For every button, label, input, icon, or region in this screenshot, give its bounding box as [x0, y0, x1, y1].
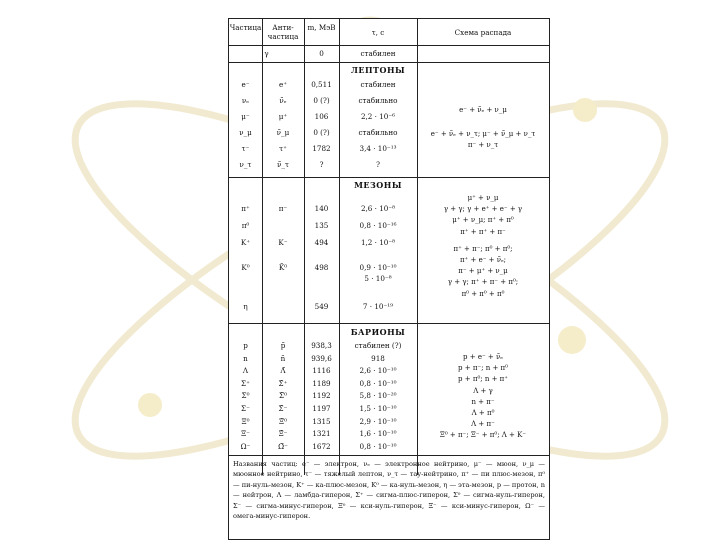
lifetime-value: 1,5 · 10⁻¹⁰ [359, 404, 397, 413]
baryon-decay-2: p + π⁻; n + π⁰ [458, 364, 508, 373]
mass-value: 0,511 [311, 80, 332, 89]
photon-lifetime: стабилен [360, 49, 396, 58]
mass-value: 1197 [312, 404, 331, 413]
antiparticle-symbol: Ξ̃⁻ [278, 429, 288, 439]
mass-value: 938,3 [311, 341, 332, 350]
lifetime-value: 3,4 · 10⁻¹³ [359, 144, 397, 153]
particle-names-footnote: Названия частиц: e⁻ — электрон, νₑ — электронное нейтрино, μ⁻ — мюон, ν_μ — мюонное нейтрино, τ⁻ — тяжелый лептон, ν_τ — тау-нейтрино, π⁺ — пи плюс-мезон, π⁰ — пи-нуль-мезон, K⁺ — ка-плюс-мезон, K⁰ — ка-нуль-мезон, η — эта-мезон, p — протон, n — нейтрон, Λ — ламбда-гиперон, Σ⁺ — сигма-плюс-гиперон, Σ⁰ — сигма-нуль-гиперон, Σ⁻ — сигма-минус-гиперон, Ξ⁰ — кси-нуль-гиперон, Ξ⁻ — кси-минус-гиперон, Ω⁻ — омега-минус-гиперон. [233, 460, 545, 521]
mass-value: 1189 [312, 378, 331, 388]
lifetime-value-2: 5 · 10⁻⁸ [364, 274, 392, 283]
antiparticle-symbol: Ω̃⁻ [278, 441, 288, 451]
antiparticle-symbol: K⁻ [278, 238, 288, 247]
lifetime-value: 0,8 · 10⁻¹⁰ [359, 378, 397, 388]
meson-decay-7: π⁻ + μ⁺ + ν_μ [458, 267, 508, 276]
meson-decay-1: μ⁺ + ν_μ [467, 194, 499, 202]
mass-value: 1315 [312, 416, 331, 426]
mass-value: 140 [314, 204, 329, 213]
antiparticle-symbol: ñ [280, 353, 286, 363]
lifetime-value: стабилен [360, 80, 396, 89]
mass-value: 0 (?) [313, 96, 330, 105]
antiparticle-symbol: ν̃_μ [276, 128, 290, 137]
antiparticle-symbol: μ⁺ [278, 112, 288, 121]
section-baryons: БАРИОНЫ [350, 327, 406, 337]
baryon-decay-7: Λ + π⁻ [471, 420, 495, 429]
particle-symbol: Ξ⁻ [241, 429, 250, 439]
antiparticle-symbol: ν̃_τ [277, 160, 289, 169]
particle-symbol: η [243, 302, 248, 311]
lifetime-value: 918 [371, 353, 385, 363]
antiparticle-symbol: K̃⁰ [278, 263, 288, 272]
mass-value: 1321 [312, 429, 331, 439]
antiparticle-symbol: Σ̃⁻ [278, 404, 288, 413]
particle-symbol: Ω⁻ [240, 441, 251, 451]
meson-decay-2: γ + γ; γ + e⁺ + e⁻ + γ [443, 205, 523, 214]
particle-symbol: π⁰ [241, 221, 250, 230]
particle-symbol: νₑ [241, 96, 250, 105]
particle-symbol: ν_μ [239, 128, 252, 137]
photon-divider [229, 62, 549, 63]
lifetime-value: 0,9 · 10⁻¹⁰ [359, 263, 397, 272]
lifetime-value: стабилен (?) [354, 341, 402, 350]
particle-symbol: n [243, 353, 248, 363]
lepton-divider [229, 177, 549, 178]
mass-value: 135 [314, 221, 329, 230]
lifetime-value: 2,2 · 10⁻⁶ [360, 112, 396, 121]
lifetime-value: 0,8 · 10⁻¹⁰ [359, 441, 397, 451]
header-mass: m, МэВ [307, 23, 336, 32]
photon-symbol: γ [264, 49, 269, 58]
particle-symbol: Ξ⁰ [241, 416, 250, 426]
lifetime-value: 7 · 10⁻¹⁹ [362, 302, 394, 311]
section-leptons: ЛЕПТОНЫ [340, 65, 416, 75]
meson-decay-4: π⁺ + π⁺ + π⁻ [460, 227, 506, 236]
lifetime-value: 2,9 · 10⁻¹⁰ [359, 416, 397, 426]
lifetime-value: 1,2 · 10⁻⁸ [360, 238, 396, 247]
meson-decay-3: μ⁺ + ν_μ; π⁺ + π⁰ [452, 216, 514, 225]
particle-symbol: K⁰ [241, 263, 250, 272]
lifetime-value: ? [376, 160, 380, 169]
meson-decay-5: π⁺ + π⁻; π⁰ + π⁰; [453, 244, 513, 253]
baryon-decay-4: Λ + γ [473, 386, 493, 395]
particle-symbol: p [243, 341, 248, 350]
lifetime-value: 1,6 · 10⁻¹⁰ [359, 429, 397, 439]
mass-value: 1672 [312, 441, 331, 451]
mass-value: 939,6 [311, 353, 332, 363]
mass-value: ? [319, 160, 324, 169]
baryon-decay-5: n + π⁻ [471, 397, 495, 406]
antiparticle-symbol: ν̃ₑ [279, 96, 287, 105]
particle-table-sheet [228, 18, 550, 540]
mass-value: 1192 [312, 391, 331, 401]
mass-value: 106 [314, 112, 329, 121]
antiparticle-symbol: π⁻ [278, 204, 288, 213]
header-decay: Схема распада [454, 28, 512, 37]
antiparticle-symbol: Σ̃⁺ [278, 378, 288, 388]
antiparticle-symbol: Ξ̃⁰ [279, 416, 287, 426]
antiparticle-symbol: Σ̃⁰ [279, 391, 287, 401]
lifetime-value: стабильно [358, 128, 398, 137]
particle-symbol: K⁺ [240, 238, 251, 247]
mass-value: 1116 [312, 366, 331, 376]
mass-value: 549 [314, 302, 329, 311]
particle-symbol: Σ⁰ [241, 391, 250, 401]
baryon-decay-6: Λ + π⁰ [471, 409, 495, 418]
header-lifetime: τ, с [371, 28, 385, 37]
meson-decay-6: π⁺ + e⁻ + ν̃ₑ; [459, 256, 507, 265]
lifetime-value: 2,6 · 10⁻⁸ [360, 204, 396, 213]
section-mesons: МЕЗОНЫ [354, 180, 402, 190]
particle-symbol: Λ [242, 366, 249, 376]
lifetime-value: 0,8 · 10⁻¹⁶ [359, 221, 397, 230]
lepton-decay-3: π⁻ + ν_τ [467, 141, 499, 149]
baryon-divider [229, 455, 549, 456]
mass-value: 1782 [312, 144, 331, 153]
particle-symbol: μ⁻ [241, 112, 250, 121]
baryon-decay-1: p + e⁻ + ν̃ₑ [463, 353, 503, 361]
lifetime-value: стабильно [358, 96, 398, 105]
mass-value: 0 (?) [313, 128, 330, 137]
meson-decay-9: π⁰ + π⁰ + π⁰ [461, 289, 505, 298]
particle-symbol: τ⁻ [241, 144, 250, 153]
lepton-decay-1: e⁻ + ν̃ₑ + ν_μ [459, 106, 507, 114]
particle-symbol: e⁻ [241, 80, 250, 89]
baryon-decay-8: Ξ⁰ + π⁻; Ξ⁻ + π⁰; Λ + K⁻ [439, 431, 527, 440]
antiparticle-symbol: e⁺ [278, 80, 288, 89]
header-antiparticle: Анти-частица [267, 23, 299, 41]
antiparticle-symbol: p̃ [280, 341, 286, 350]
mass-value: 498 [314, 263, 329, 272]
header-particle: Частица [229, 23, 262, 32]
lifetime-value: 2,6 · 10⁻¹⁰ [359, 366, 397, 376]
lifetime-value: 5,8 · 10⁻²⁰ [359, 391, 397, 401]
baryon-decay-3: p + π⁰; n + π⁺ [458, 375, 508, 384]
photon-mass: 0 [319, 49, 324, 58]
antiparticle-symbol: τ⁺ [279, 144, 287, 153]
particle-symbol: ν_τ [239, 160, 252, 169]
particle-symbol: π⁺ [241, 204, 250, 213]
lepton-decay-2: e⁻ + ν̃ₑ + ν_τ; μ⁻ + ν̃_μ + ν_τ [430, 130, 536, 138]
header-divider [229, 45, 549, 46]
particle-symbol: Σ⁻ [241, 404, 250, 413]
meson-decay-list [417, 193, 549, 300]
particle-symbol: Σ⁺ [241, 378, 250, 388]
meson-divider [229, 323, 549, 324]
antiparticle-symbol: Λ̃ [280, 366, 286, 376]
baryon-decay-list [417, 352, 549, 442]
mass-value: 494 [314, 238, 329, 247]
meson-decay-8: γ + γ; π⁺ + π⁻ + π⁰; [447, 278, 519, 287]
